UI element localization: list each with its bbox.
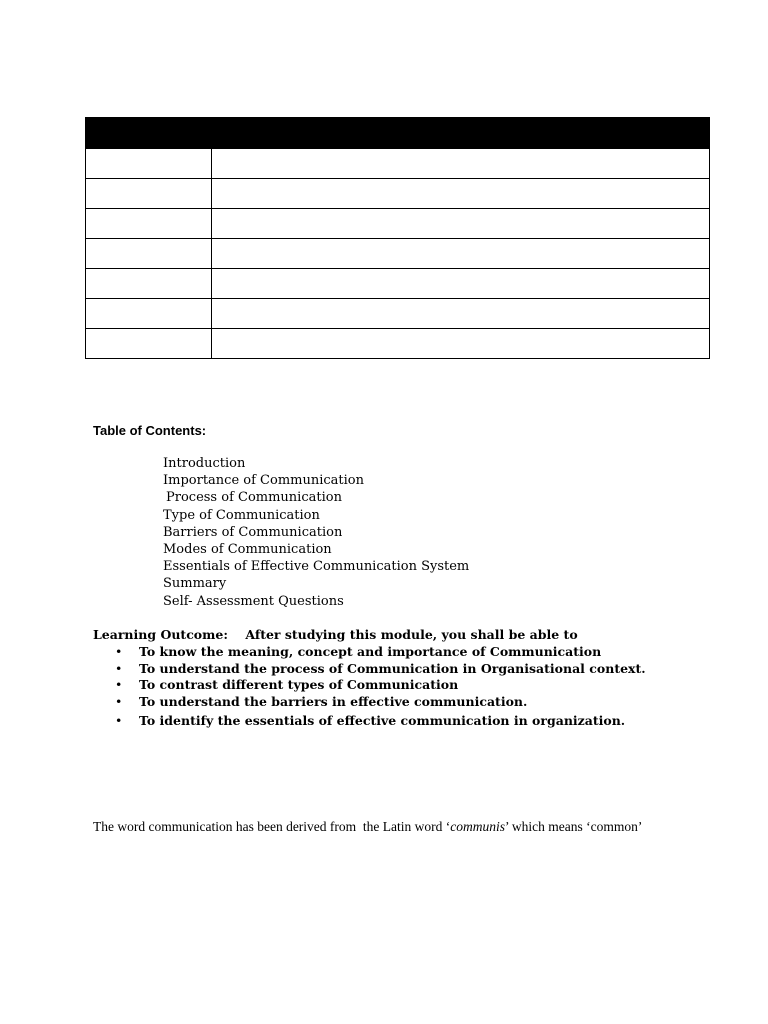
- learning-outcome-item: [115, 644, 646, 661]
- bullet-icon: •: [115, 677, 123, 692]
- learning-outcome-text: To understand the process of Communication in Organisational context.: [139, 660, 646, 676]
- learning-outcome-text: To know the meaning, concept and importance of Communication: [139, 644, 602, 659]
- table-row: [86, 209, 710, 239]
- toc-list: [163, 455, 469, 610]
- toc-item: Type of Communication: [163, 507, 320, 523]
- table-cell: [212, 179, 710, 209]
- toc-item: Summary: [163, 576, 227, 592]
- latin-term: communis: [450, 819, 506, 834]
- bullet-icon: •: [115, 644, 123, 659]
- toc-item: Introduction: [163, 456, 246, 471]
- table-row: [86, 299, 710, 329]
- body-paragraph: [93, 819, 642, 835]
- table-row: [86, 269, 710, 299]
- table-cell: [86, 329, 212, 359]
- learning-outcome-text: To understand the barriers in effective communication.: [139, 693, 528, 709]
- learning-outcome-item: [115, 713, 646, 730]
- toc-item: Essentials of Effective Communication System: [163, 559, 470, 575]
- table-cell: [86, 239, 212, 269]
- body-text-after: ’ which means ‘common’: [505, 819, 643, 834]
- table-cell: [212, 149, 710, 179]
- table-row: [86, 329, 710, 359]
- table-cell: [212, 209, 710, 239]
- table-cell: [86, 179, 212, 209]
- learning-outcome-item: [115, 693, 646, 711]
- learning-outcome-list: [115, 644, 646, 730]
- table-cell: [86, 149, 212, 179]
- learning-outcome-heading: Learning Outcome: After studying this module, you shall be able to: [93, 627, 578, 642]
- table-row: [86, 179, 710, 209]
- learning-outcome-item: [115, 660, 646, 678]
- table-cell: [86, 269, 212, 299]
- module-info-table: [85, 117, 710, 359]
- bullet-icon: •: [115, 660, 123, 676]
- learning-outcome-item: [115, 677, 646, 694]
- table-row: [86, 149, 710, 179]
- table-cell: [212, 299, 710, 329]
- table-header-row: [86, 118, 710, 149]
- table-row: [86, 239, 710, 269]
- toc-item: Self- Assessment Questions: [163, 593, 344, 609]
- bullet-icon: •: [115, 693, 123, 709]
- learning-outcome-text: To contrast different types of Communication: [139, 677, 459, 692]
- body-text-before: The word communication has been derived from the Latin word ‘: [93, 819, 451, 834]
- toc-item: Importance of Communication: [163, 473, 364, 489]
- table-header-cell: [86, 118, 710, 149]
- table-cell: [212, 269, 710, 299]
- learning-outcome-text: To identify the essentials of effective communication in organization.: [139, 713, 626, 728]
- toc-item: Barriers of Communication: [163, 524, 343, 540]
- table-cell: [212, 329, 710, 359]
- toc-item: Process of Communication: [166, 490, 342, 506]
- bullet-icon: •: [115, 713, 123, 728]
- table-cell: [86, 299, 212, 329]
- toc-heading: Table of Contents:: [93, 423, 207, 438]
- toc-item: Modes of Communication: [163, 542, 332, 558]
- table-cell: [86, 209, 212, 239]
- table-cell: [212, 239, 710, 269]
